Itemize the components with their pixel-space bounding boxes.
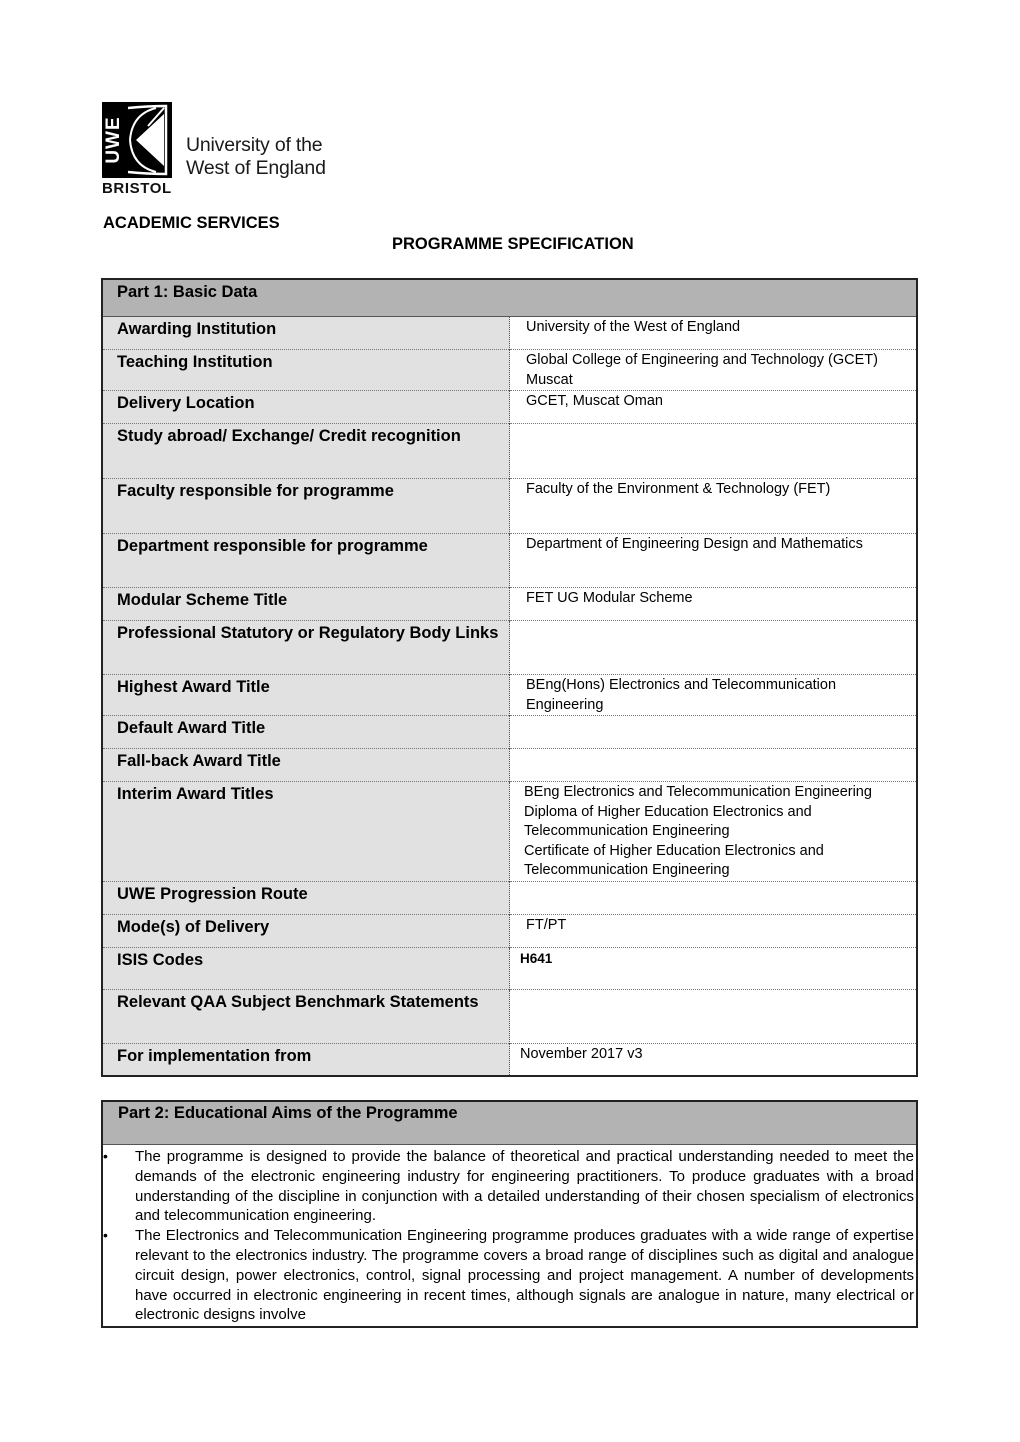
aim-text: The programme is designed to provide the balance of theoretical and practical understanding needed to meet the demands of the electronic engineering industry for engineering practitioners. To produce graduates with a broad understanding of the discipline in conjunction with a detailed understanding of their chosen specialism of electronics and telecommunication engineering. [135,1148,914,1225]
row-label: ISIS Codes [102,947,510,989]
row-label: Teaching Institution [102,350,510,391]
bullet-icon: • [103,1227,108,1244]
table-row [102,588,917,621]
table-row [102,1043,917,1076]
aims-list [103,1147,916,1325]
row-label: Department responsible for programme [102,534,510,588]
row-label: Professional Statutory or Regulatory Body Links [102,621,510,675]
row-value [510,424,918,479]
table-row [102,317,917,350]
row-value [510,716,918,749]
logo-city: BRISTOL [102,180,172,197]
interim-award: Telecommunication Engineering [524,823,730,839]
row-label: Faculty responsible for programme [102,479,510,534]
bullet-icon: • [103,1148,108,1164]
interim-award: Diploma of Higher Education Electronics and [524,803,812,820]
table-row [102,479,917,534]
row-label: Interim Award Titles [102,782,510,882]
table-row [102,881,917,914]
row-value: BEng(Hons) Electronics and Telecommunication Engineering [510,675,918,716]
row-label: Delivery Location [102,391,510,424]
row-label: Mode(s) of Delivery [102,914,510,947]
part1-title: Part 1: Basic Data [102,279,917,317]
aim-text: The Electronics and Telecommunication Engineering programme produces graduates with a wide range of expertise relevant to the electronics industry. The programme covers a broad range of disciplines such as digital and analogue circuit design, power electronics, control, signal processing and project management. A number of developments have occurred in electronic engineering in recent times, although signals are analogue in nature, many electrical or electronic designs involve [135,1227,914,1324]
row-label: Awarding Institution [102,317,510,350]
table-row [102,534,917,588]
row-value: Faculty of the Environment & Technology (FET) [510,479,918,534]
document-title: PROGRAMME SPECIFICATION [392,235,634,253]
row-label: Default Award Title [102,716,510,749]
row-value: GCET, Muscat Oman [510,391,918,424]
university-name-line1: University of the [186,134,323,156]
row-value: November 2017 v3 [510,1043,918,1076]
row-value: University of the West of England [510,317,918,350]
row-label: UWE Progression Route [102,881,510,914]
interim-award: Telecommunication Engineering [524,862,730,878]
emblem-shape-icon [102,102,172,178]
logo-mark-text: UWE [103,116,124,164]
table-row [102,914,917,947]
row-value [510,881,918,914]
table-row [102,675,917,716]
university-name-line2: West of England [186,157,326,179]
table-row [102,621,917,675]
table-header-row [102,279,917,317]
interim-award: Certificate of Higher Education Electronics and [524,842,824,859]
row-label: Fall-back Award Title [102,749,510,782]
row-value: FT/PT [510,914,918,947]
row-value: H641 [510,947,918,989]
row-value: Global College of Engineering and Technology (GCET) Muscat [510,350,918,391]
basic-data-table [101,278,918,1077]
row-label: Relevant QAA Subject Benchmark Statements [102,989,510,1043]
uwe-logo [102,102,334,196]
row-label: For implementation from [102,1043,510,1076]
row-value [510,749,918,782]
table-row [102,749,917,782]
interim-award: BEng Electronics and Telecommunication Engineering [524,784,872,800]
row-label: Study abroad/ Exchange/ Credit recognition [102,424,510,479]
row-label: Highest Award Title [102,675,510,716]
department-heading: ACADEMIC SERVICES [103,214,280,232]
list-item [103,1147,916,1226]
uwe-emblem-icon [102,102,172,178]
row-value [510,989,918,1043]
table-row [102,716,917,749]
table-row [102,782,917,882]
list-item [103,1226,916,1325]
table-row [102,391,917,424]
row-value [510,621,918,675]
table-row [102,350,917,391]
row-value: FET UG Modular Scheme [510,588,918,621]
table-row [102,424,917,479]
row-value-multiline [510,782,918,882]
row-label: Modular Scheme Title [102,588,510,621]
part2-header [103,1102,916,1145]
part2-title: Part 2: Educational Aims of the Programme [118,1104,458,1122]
table-row [102,989,917,1043]
university-name [186,134,326,180]
table-row [102,947,917,989]
row-value: Department of Engineering Design and Mathematics [510,534,918,588]
educational-aims-section [101,1100,918,1328]
